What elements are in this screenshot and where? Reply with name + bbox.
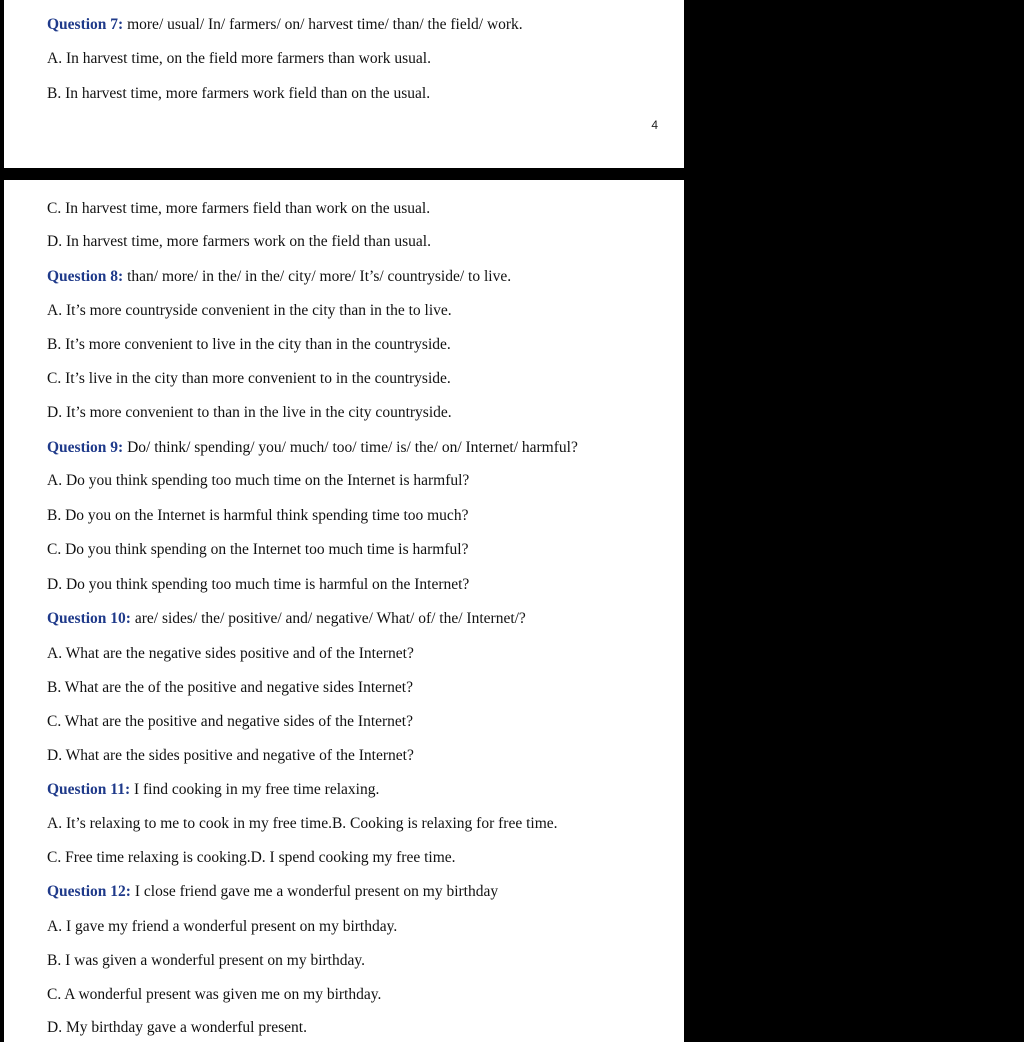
question-label: Question 12: bbox=[47, 883, 131, 900]
question-10-option-a: A. What are the negative sides positive and of the Internet? bbox=[47, 645, 414, 662]
question-label: Question 11: bbox=[47, 781, 131, 798]
question-7-prompt bbox=[47, 15, 523, 35]
question-text: I close friend gave me a wonderful present on my birthday bbox=[130, 883, 499, 900]
question-label: Question 8: bbox=[47, 268, 124, 285]
question-11-options-c-d: C. Free time relaxing is cooking.D. I spend cooking my free time. bbox=[47, 849, 456, 866]
question-12-option-d: D. My birthday gave a wonderful present. bbox=[47, 1019, 307, 1036]
question-8-prompt bbox=[47, 267, 511, 287]
question-label: Question 9: bbox=[47, 439, 124, 456]
question-8-option-a: A. It’s more countryside convenient in the city than in the to live. bbox=[47, 302, 452, 319]
question-text: than/ more/ in the/ in the/ city/ more/ It’s/ countryside/ to live. bbox=[123, 268, 512, 285]
question-9-option-c: C. Do you think spending on the Internet too much time is harmful? bbox=[47, 541, 469, 558]
question-12-prompt bbox=[47, 882, 498, 902]
question-12-option-a: A. I gave my friend a wonderful present on my birthday. bbox=[47, 918, 398, 935]
question-12-option-b: B. I was given a wonderful present on my birthday. bbox=[47, 952, 365, 969]
question-9-option-d: D. Do you think spending too much time is harmful on the Internet? bbox=[47, 576, 470, 593]
question-8-option-c: C. It’s live in the city than more convenient to in the countryside. bbox=[47, 370, 451, 387]
question-7-option-b: B. In harvest time, more farmers work field than on the usual. bbox=[47, 85, 431, 102]
question-9-option-a: A. Do you think spending too much time on the Internet is harmful? bbox=[47, 472, 470, 489]
question-label: Question 10: bbox=[47, 610, 131, 627]
question-11-prompt bbox=[47, 780, 379, 800]
question-7-option-c: C. In harvest time, more farmers field than work on the usual. bbox=[47, 200, 431, 217]
document-page-bottom bbox=[4, 180, 684, 1042]
question-12-option-c: C. A wonderful present was given me on my birthday. bbox=[47, 986, 382, 1003]
document-page-top bbox=[4, 0, 684, 168]
question-text: Do/ think/ spending/ you/ much/ too/ time/ is/ the/ on/ Internet/ harmful? bbox=[123, 439, 578, 456]
question-11-options-a-b: A. It’s relaxing to me to cook in my free time.B. Cooking is relaxing for free time. bbox=[47, 815, 558, 832]
question-8-option-d: D. It’s more convenient to than in the live in the city countryside. bbox=[47, 404, 452, 421]
question-text: more/ usual/ In/ farmers/ on/ harvest time/ than/ the field/ work. bbox=[123, 16, 523, 33]
question-10-option-d: D. What are the sides positive and negative of the Internet? bbox=[47, 747, 414, 764]
question-label: Question 7: bbox=[47, 16, 124, 33]
question-10-option-b: B. What are the of the positive and negative sides Internet? bbox=[47, 679, 413, 696]
question-10-prompt bbox=[47, 609, 526, 629]
question-7-option-a: A. In harvest time, on the field more farmers than work usual. bbox=[47, 50, 431, 67]
question-text: I find cooking in my free time relaxing. bbox=[130, 781, 380, 798]
question-9-option-b: B. Do you on the Internet is harmful think spending time too much? bbox=[47, 507, 469, 524]
question-9-prompt bbox=[47, 438, 578, 458]
page-number: 4 bbox=[651, 118, 658, 132]
question-7-option-d: D. In harvest time, more farmers work on the field than usual. bbox=[47, 233, 431, 250]
question-10-option-c: C. What are the positive and negative sides of the Internet? bbox=[47, 713, 413, 730]
question-text: are/ sides/ the/ positive/ and/ negative/ What/ of/ the/ Internet/? bbox=[130, 610, 526, 627]
question-8-option-b: B. It’s more convenient to live in the city than in the countryside. bbox=[47, 336, 451, 353]
